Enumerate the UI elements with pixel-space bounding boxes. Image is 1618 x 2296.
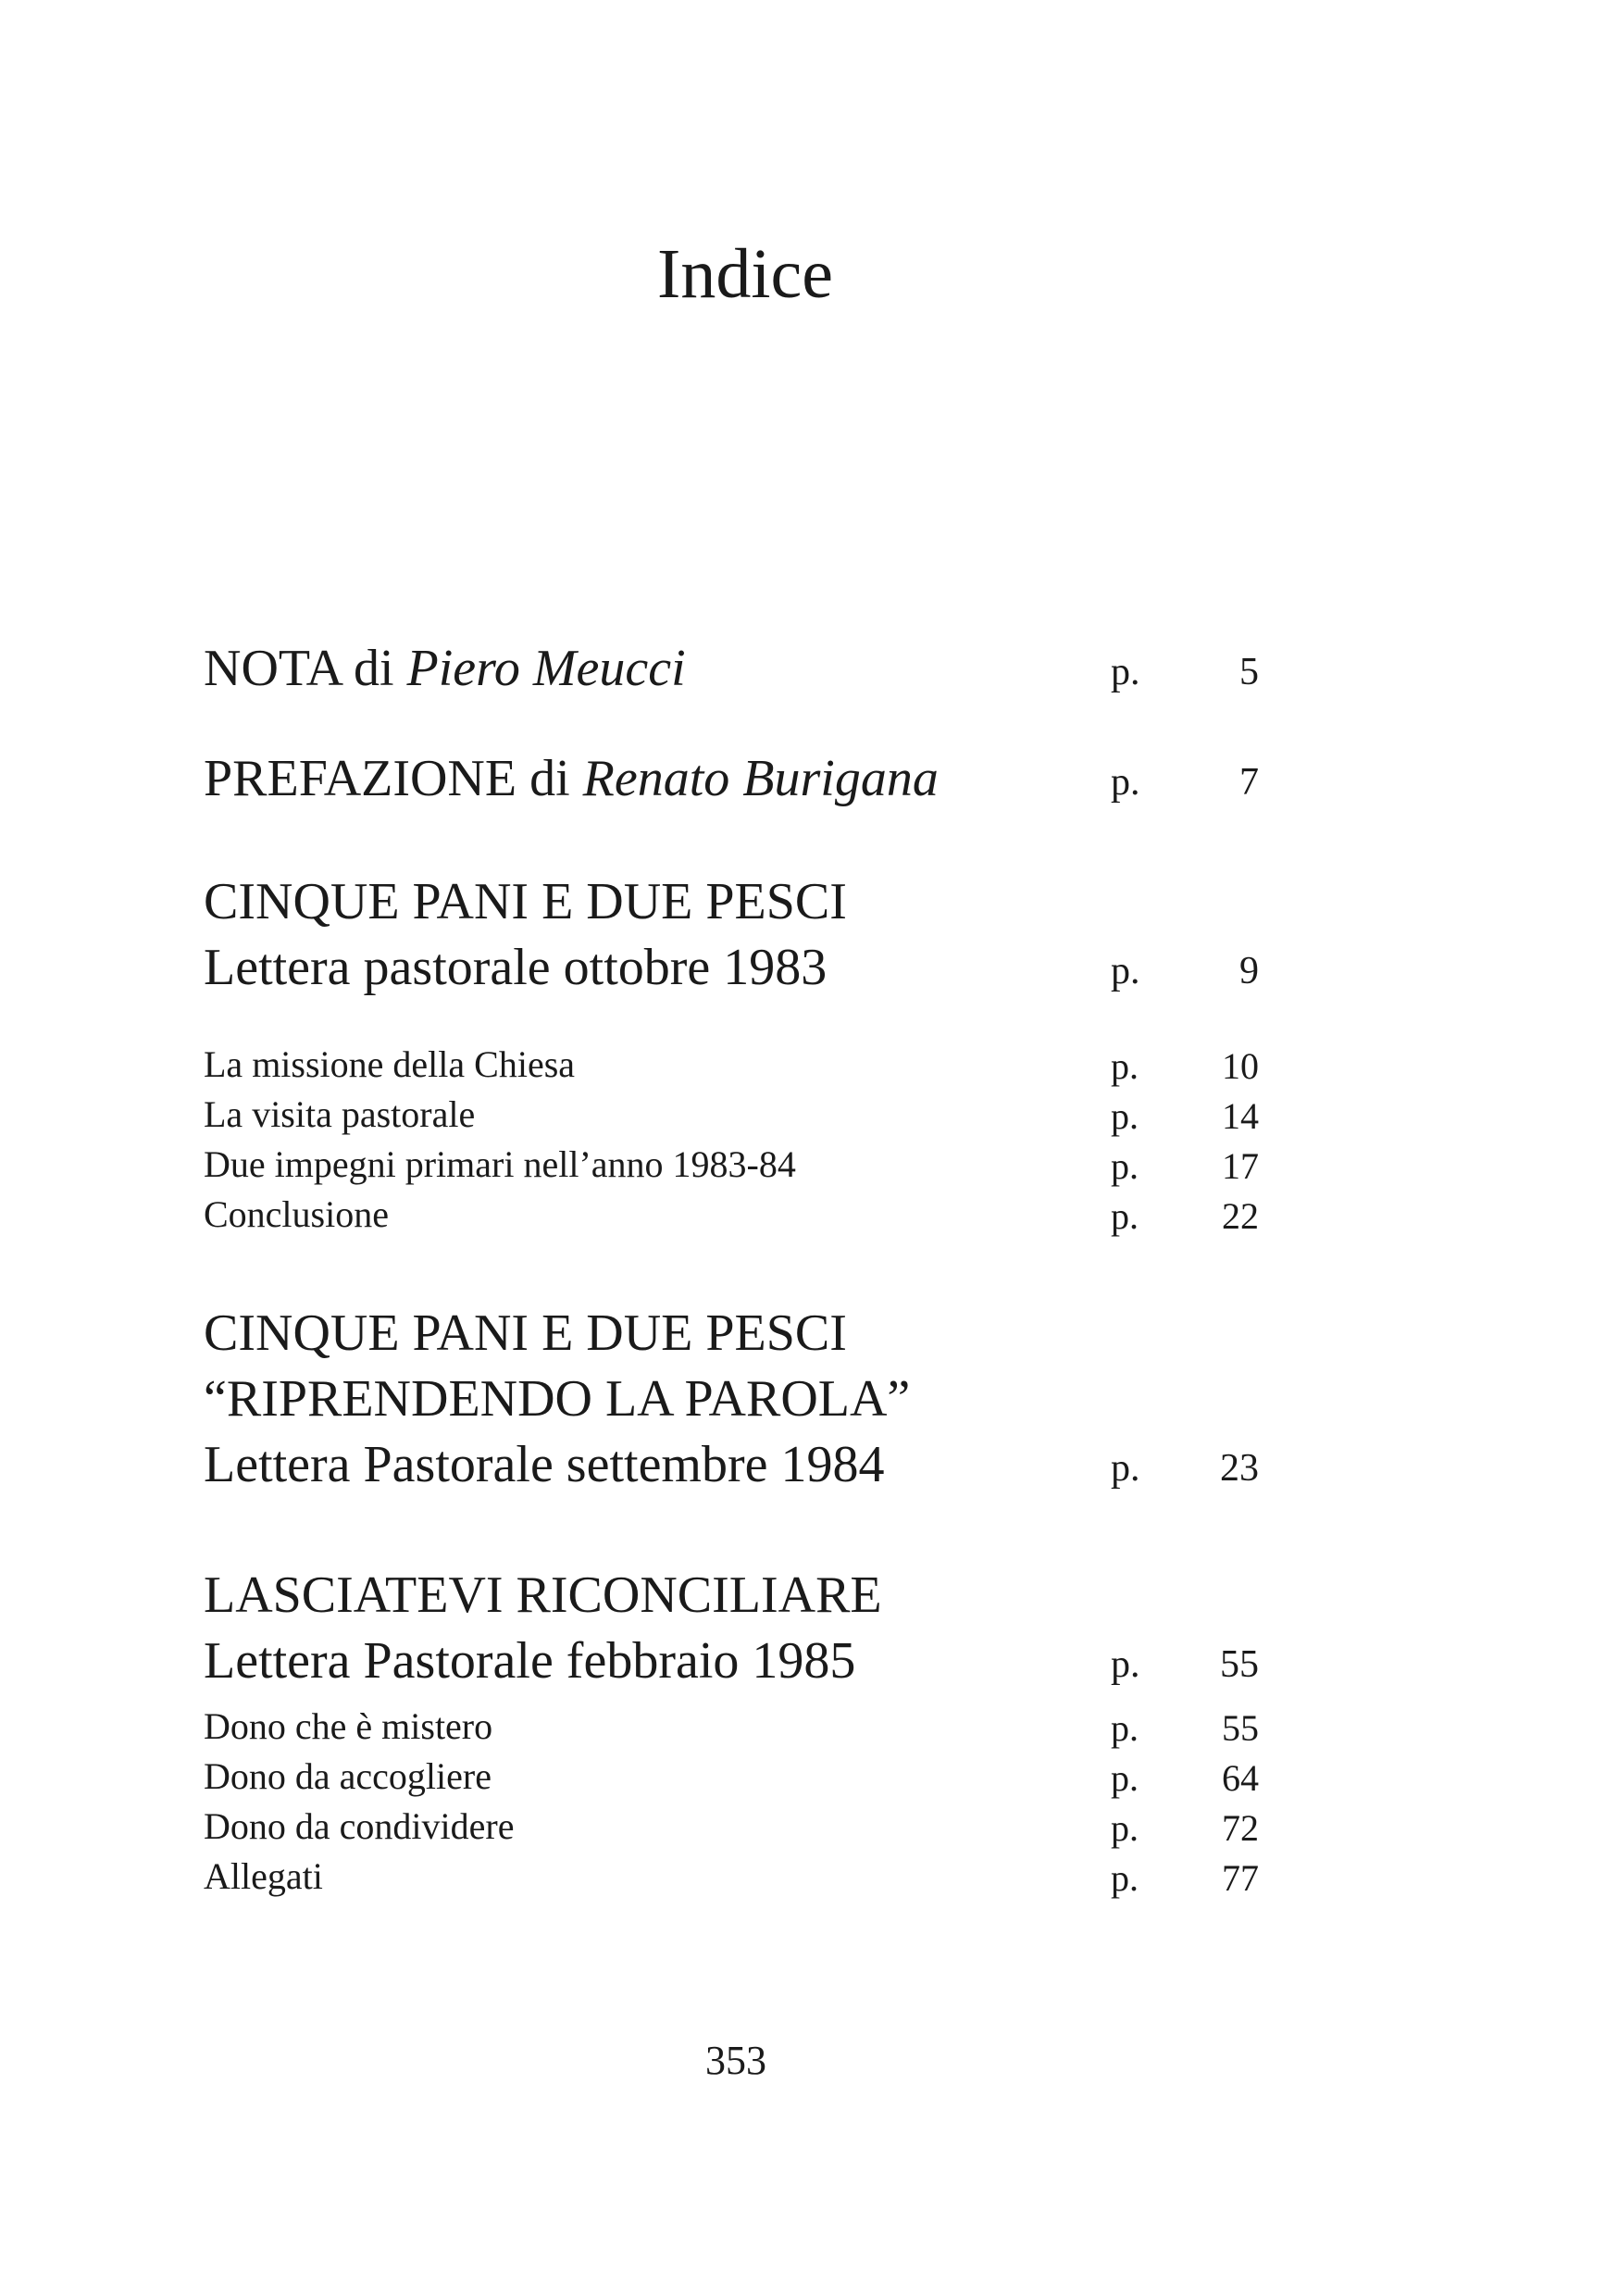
entry-author: Piero Meucci [406,640,686,697]
page-abbrev: p. [1111,1045,1139,1087]
page-abbrev: p. [1111,1643,1140,1686]
entry-author: Renato Burigana [582,750,939,807]
toc-section-2-subtitle [204,1435,1277,1493]
item-label: Conclusione [204,1193,389,1235]
toc-entry-nota [204,639,1277,697]
section-heading-line: CINQUE PANI E DUE PESCI [204,873,847,930]
page-ref: 55 [1220,1643,1259,1686]
section-heading-line: LASCIATEVI RICONCILIARE [204,1566,882,1624]
section-heading-line: “RIPRENDENDO LA PAROLA” [204,1370,911,1428]
table-of-contents [204,639,1277,1899]
item-label: Due impegni primari nell’anno 1983-84 [204,1143,796,1185]
toc-entry-prefazione [204,749,1277,807]
list-item [204,1754,1277,1799]
item-label: Dono che è mistero [204,1705,493,1747]
page-title: Indice [657,235,833,313]
item-label: La visita pastorale [204,1093,476,1135]
toc-section-3-subtitle [204,1631,1277,1690]
item-label: La missione della Chiesa [204,1043,576,1085]
toc-section-2-line-2 [204,1369,1277,1428]
page-abbrev: p. [1111,1707,1139,1749]
page-ref: 72 [1222,1807,1259,1849]
page-ref: 22 [1222,1195,1259,1237]
page-abbrev: p. [1111,950,1140,992]
item-label: Dono da accogliere [204,1755,492,1797]
item-label: Dono da condividere [204,1805,515,1847]
page-abbrev: p. [1111,1757,1139,1799]
list-item [204,1092,1277,1137]
list-item [204,1854,1277,1899]
entry-prefix: NOTA di [204,640,394,697]
page-abbrev: p. [1111,1447,1140,1490]
list-item [204,1704,1277,1749]
page-ref: 55 [1222,1707,1259,1749]
list-item [204,1192,1277,1237]
list-item [204,1142,1277,1187]
page-abbrev: p. [1111,1807,1139,1849]
page-abbrev: p. [1111,651,1140,693]
toc-entry-title [204,749,939,808]
page-number: 353 [705,2038,766,2083]
section-heading-line: Lettera Pastorale febbraio 1985 [204,1632,856,1690]
toc-section-1 [204,872,1277,930]
toc-section-1-subtitle [204,938,1277,996]
page-abbrev: p. [1111,1857,1139,1899]
section-heading-line: CINQUE PANI E DUE PESCI [204,1304,847,1362]
list-item [204,1804,1277,1849]
page-abbrev: p. [1111,1095,1139,1137]
toc-entry-title [204,639,686,698]
page-ref: 10 [1222,1045,1259,1087]
page-abbrev: p. [1111,761,1140,804]
page-ref: 77 [1222,1857,1259,1899]
page-ref: 9 [1239,950,1259,992]
item-label: Allegati [204,1855,323,1897]
page-ref: 64 [1222,1757,1259,1799]
page-abbrev: p. [1111,1145,1139,1187]
page-ref: 14 [1222,1095,1259,1137]
page-ref: 7 [1239,761,1259,804]
entry-prefix: PREFAZIONE di [204,750,570,807]
page-abbrev: p. [1111,1195,1139,1237]
section-heading-line: Lettera pastorale ottobre 1983 [204,939,828,996]
page-ref: 23 [1220,1447,1259,1490]
page-ref: 17 [1222,1145,1259,1187]
page-ref: 5 [1239,651,1259,693]
section-heading-line: Lettera Pastorale settembre 1984 [204,1436,885,1493]
list-item [204,1042,1277,1087]
